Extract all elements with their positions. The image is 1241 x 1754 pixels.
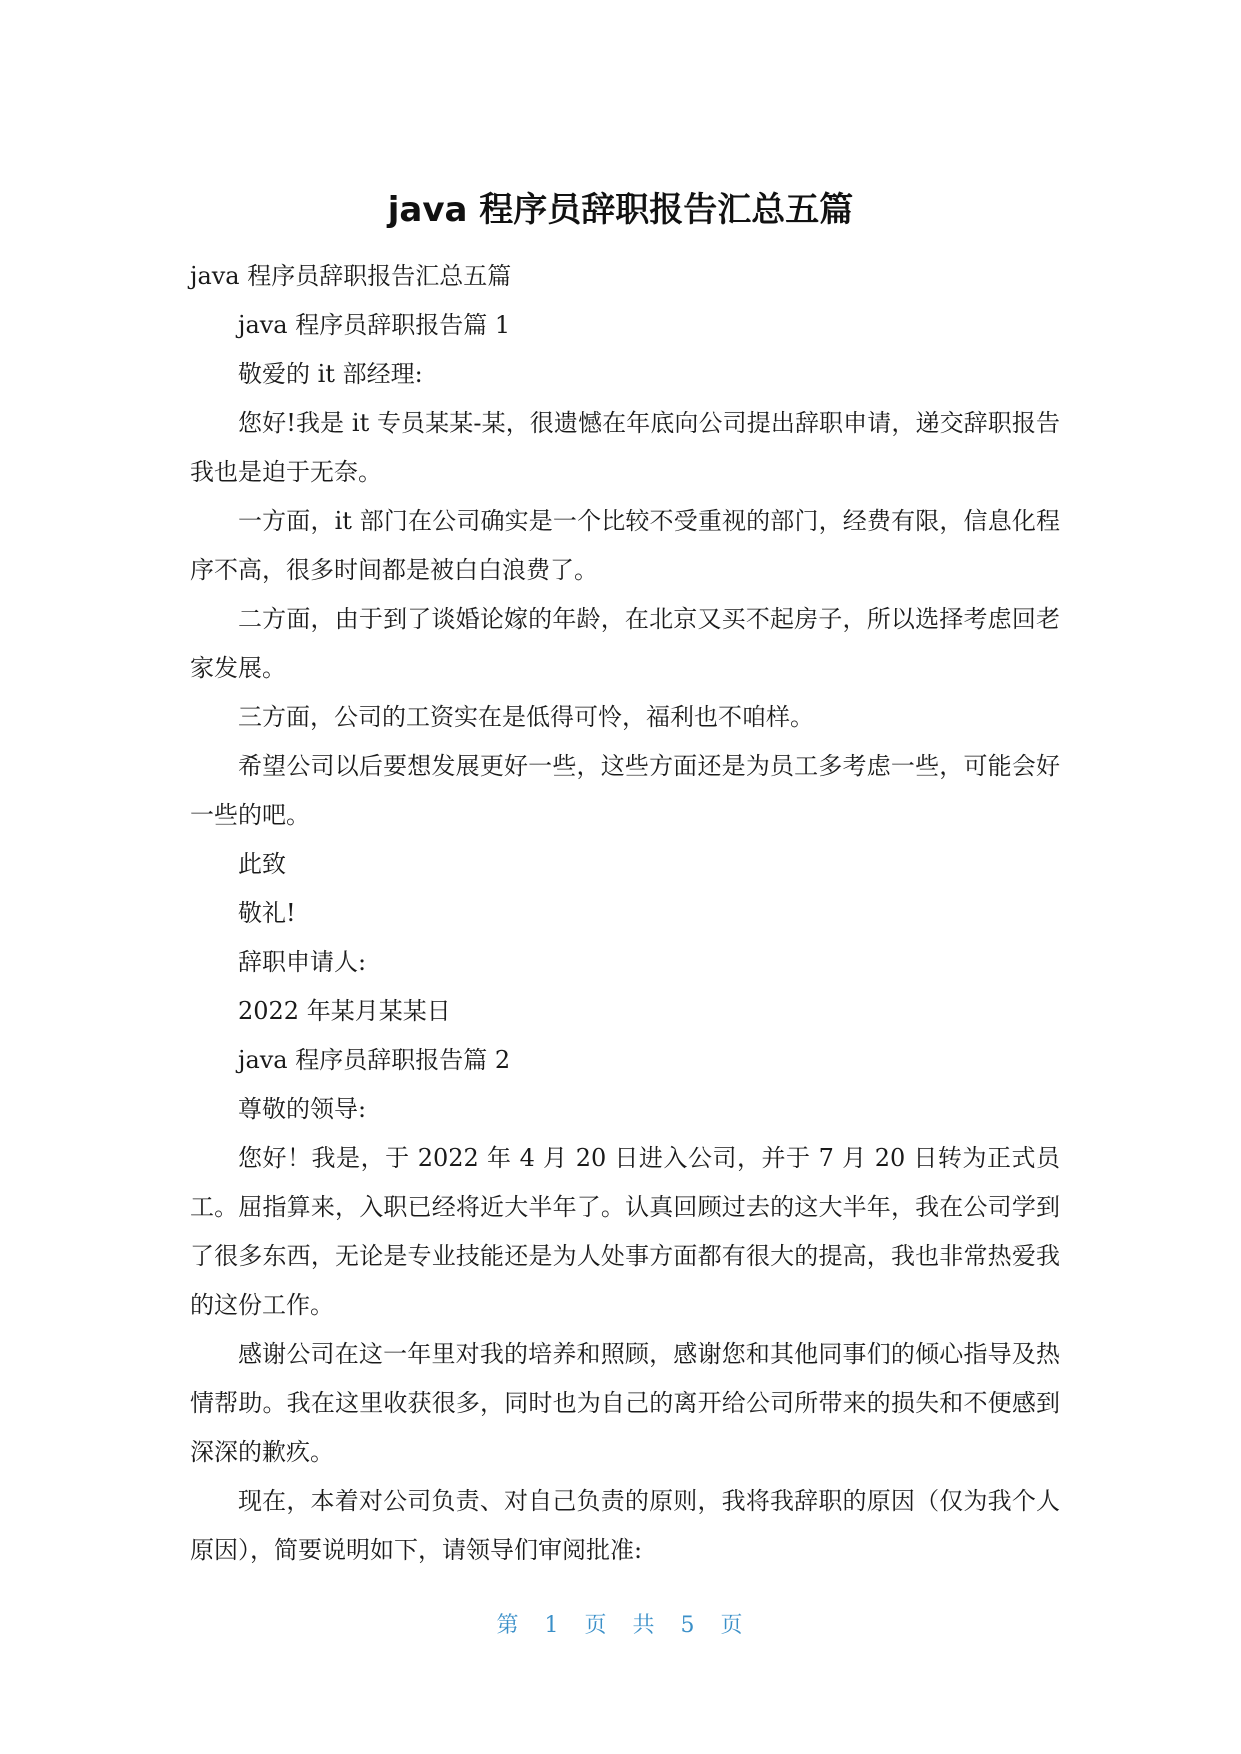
footer-ye: 页 xyxy=(584,1613,609,1638)
footer-di: 第 xyxy=(496,1613,521,1638)
document-body xyxy=(190,252,1060,1575)
section-heading-1: java 程序员辞职报告篇 1 xyxy=(238,311,511,339)
paragraph: 您好!我是 it 专员某某-某，很遗憾在年底向公司提出辞职申请，递交辞职报告我也是迫于无奈。 xyxy=(190,409,1060,486)
signature-label: 辞职申请人: xyxy=(238,948,367,976)
footer-current-page: 1 xyxy=(544,1613,561,1638)
page-footer xyxy=(0,1608,1241,1639)
salutation: 尊敬的领导: xyxy=(238,1095,367,1123)
paragraph: 一方面，it 部门在公司确实是一个比较不受重视的部门，经费有限，信息化程序不高，很多时间都是被白白浪费了。 xyxy=(190,507,1060,584)
closing-line: 此致 xyxy=(238,850,286,878)
salutation: 敬爱的 it 部经理: xyxy=(238,360,423,388)
section-heading-2: java 程序员辞职报告篇 2 xyxy=(238,1046,511,1074)
footer-total-pages: 5 xyxy=(680,1613,697,1638)
paragraph: 您好！我是，于 2022 年 4 月 20 日进入公司，并于 7 月 20 日转为正式员工。屈指算来，入职已经将近大半年了。认真回顾过去的这大半年，我在公司学到了很多东西，无论是专业技能还是为人处事方面都有很大的提高，我也非常热爱我的这份工作。 xyxy=(190,1144,1060,1319)
paragraph: 三方面，公司的工资实在是低得可怜，福利也不咱样。 xyxy=(238,703,814,731)
date-line: 2022 年某月某某日 xyxy=(238,997,451,1025)
paragraph: 现在，本着对公司负责、对自己负责的原则，我将我辞职的原因（仅为我个人原因），简要说明如下，请领导们审阅批准: xyxy=(190,1487,1060,1564)
paragraph-heading: java 程序员辞职报告汇总五篇 xyxy=(190,262,512,290)
closing-line: 敬礼! xyxy=(238,899,296,927)
paragraph: 希望公司以后要想发展更好一些，这些方面还是为员工多考虑一些，可能会好一些的吧。 xyxy=(190,752,1060,829)
paragraph: 二方面，由于到了谈婚论嫁的年龄，在北京又买不起房子，所以选择考虑回老家发展。 xyxy=(190,605,1060,682)
document-title: java 程序员辞职报告汇总五篇 xyxy=(387,190,854,230)
footer-gong: 共 xyxy=(632,1613,657,1638)
paragraph: 感谢公司在这一年里对我的培养和照顾，感谢您和其他同事们的倾心指导及热情帮助。我在这里收获很多，同时也为自己的离开给公司所带来的损失和不便感到深深的歉疚。 xyxy=(190,1340,1060,1466)
footer-ye2: 页 xyxy=(720,1613,745,1638)
